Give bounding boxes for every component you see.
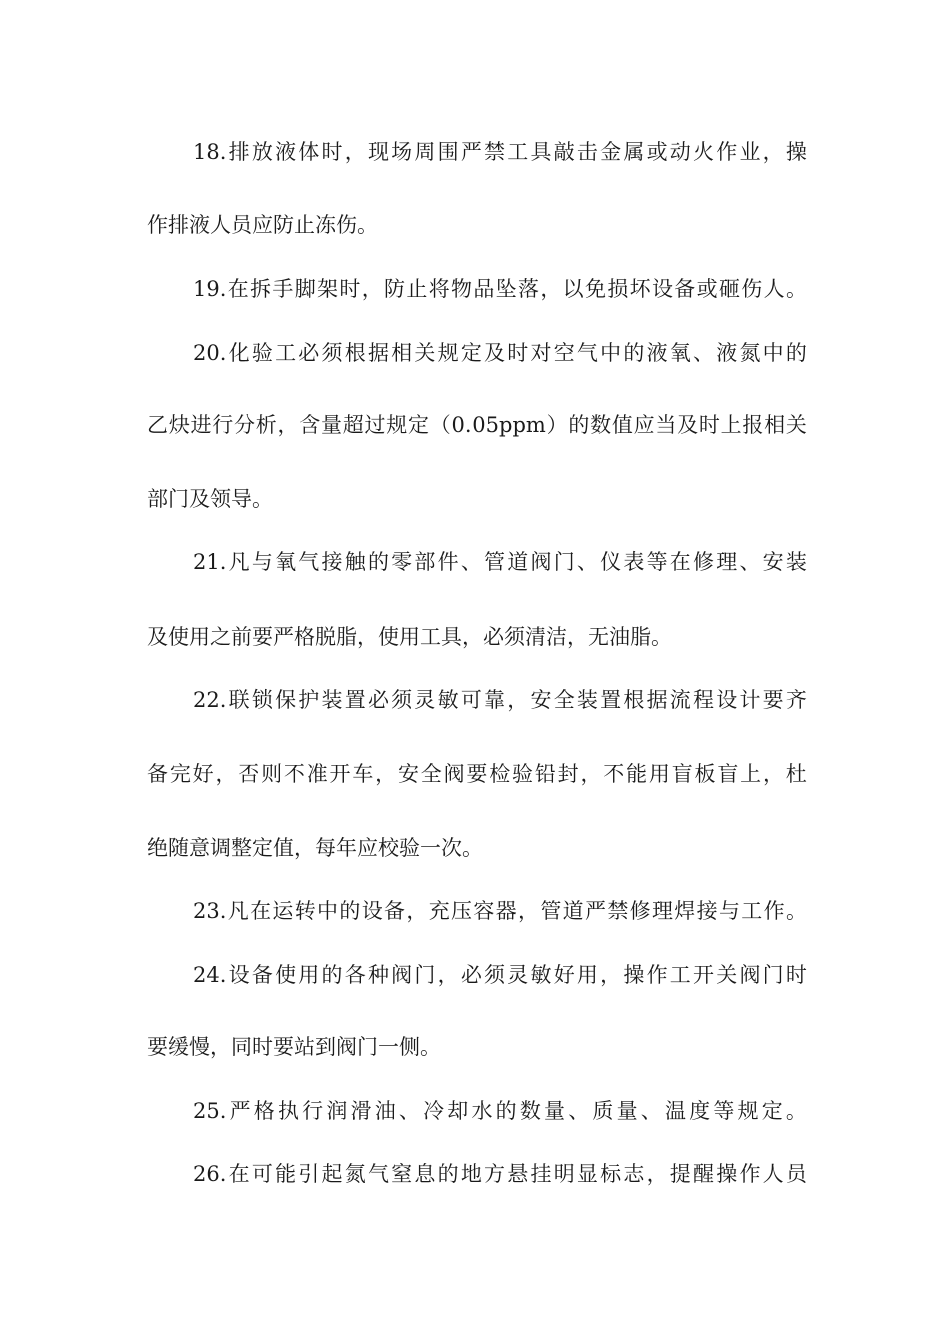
- paragraph-19-line-1: 19. 在 拆 手 脚 架 时 ， 防 止 将 物 品 坠 落 ， 以 免 损 坏 设 备 或 砸 伤 人 。: [193, 277, 807, 301]
- paragraph-18-line-1: 18. 排 放 液 体 时 ， 现 场 周 围 严 禁 工 具 敲 击 金 属 或 动 火 作 业 ， 操: [193, 140, 807, 164]
- paragraph-24-line-2: 要缓慢，同时要站到阀门一侧。: [147, 1035, 441, 1059]
- paragraph-21-line-1: 21. 凡 与 氧 气 接 触 的 零 部 件 、 管 道 阀 门 、 仪 表 等 在 修 理 、 安 装: [193, 550, 807, 574]
- paragraph-26-line-1: 26. 在 可 能 引 起 氮 气 窒 息 的 地 方 悬 挂 明 显 标 志 ， 提 醒 操 作 人 员: [193, 1162, 807, 1186]
- paragraph-20-line-3: 部门及领导。: [147, 487, 273, 511]
- paragraph-22-line-2: 备 完 好 ， 否 则 不 准 开 车 ， 安 全 阀 要 检 验 铅 封 ， 不 能 用 盲 板 盲 上 ， 杜: [147, 762, 807, 786]
- paragraph-22-line-3: 绝随意调整定值，每年应校验一次。: [147, 836, 483, 860]
- paragraph-23-line-1: 23. 凡 在 运 转 中 的 设 备 ， 充 压 容 器 ， 管 道 严 禁 修 理 焊 接 与 工 作 。: [193, 899, 807, 923]
- paragraph-18-line-2: 作排液人员应防止冻伤。: [147, 213, 378, 237]
- paragraph-22-line-1: 22. 联 锁 保 护 装 置 必 须 灵 敏 可 靠 ， 安 全 装 置 根 据 流 程 设 计 要 齐: [193, 688, 807, 712]
- paragraph-24-line-1: 24. 设 备 使 用 的 各 种 阀 门 ， 必 须 灵 敏 好 用 ， 操 作 工 开 关 阀 门 时: [193, 963, 807, 987]
- paragraph-20-line-2: 乙 炔 进 行 分 析 ， 含 量 超 过 规 定 （ 0. 05ppm ） 的 数 值 应 当 及 时 上 报 相 关: [147, 413, 807, 437]
- paragraph-20-line-1: 20. 化 验 工 必 须 根 据 相 关 规 定 及 时 对 空 气 中 的 液 氧 、 液 氮 中 的: [193, 341, 807, 365]
- paragraph-25-line-1: 25. 严 格 执 行 润 滑 油 、 冷 却 水 的 数 量 、 质 量 、 温 度 等 规 定 。: [193, 1099, 807, 1123]
- paragraph-21-line-2: 及使用之前要严格脱脂，使用工具，必须清洁，无油脂。: [147, 625, 672, 649]
